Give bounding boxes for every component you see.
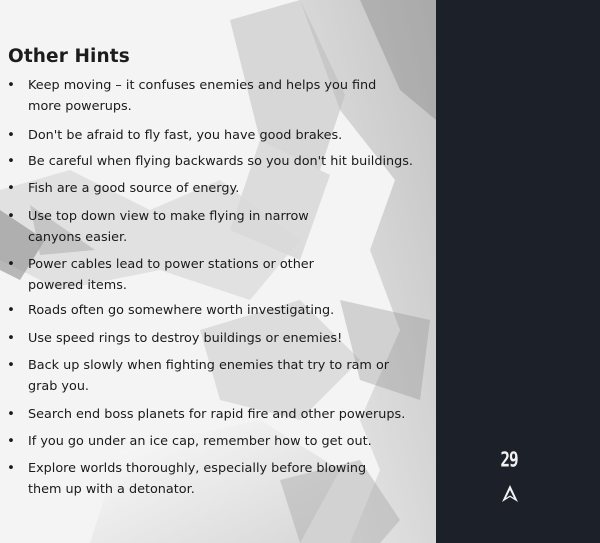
hint-line: Search end boss planets for rapid fire and other powerups. — [28, 407, 406, 422]
hint-text — [28, 458, 423, 500]
hint-line: Keep moving – it confuses enemies and helps you find — [28, 78, 377, 93]
hint-text — [28, 300, 423, 321]
bullet-glyph: • — [7, 406, 15, 422]
hint-line: more powerups. — [28, 99, 132, 114]
hint-text — [28, 431, 423, 452]
hint-line: Fish are a good source of energy. — [28, 181, 240, 196]
page-number: 29 — [500, 447, 518, 472]
hint-text — [28, 355, 423, 397]
hint-line: If you go under an ice cap, remember how to get out. — [28, 434, 372, 449]
bullet-glyph: • — [7, 153, 15, 169]
hint-text — [28, 151, 423, 172]
hint-line: Back up slowly when fighting enemies that try to ram or — [28, 358, 390, 373]
bullet-glyph: • — [7, 127, 15, 143]
hint-line: Don't be afraid to fly fast, you have good brakes. — [28, 128, 343, 143]
bullet-glyph: • — [7, 433, 15, 449]
hint-line: them up with a detonator. — [28, 482, 195, 497]
hint-line: grab you. — [28, 379, 89, 394]
bullet-glyph: • — [7, 208, 15, 224]
hint-text — [28, 206, 423, 248]
bullet-glyph: • — [7, 302, 15, 318]
section-heading: Other Hints — [8, 46, 130, 67]
bullet-glyph: • — [7, 77, 15, 93]
hint-text — [28, 404, 423, 425]
ship-arrow-icon — [500, 484, 520, 504]
hint-line: powered items. — [28, 278, 127, 293]
hint-line: Explore worlds thoroughly, especially before blowing — [28, 461, 367, 476]
hint-line: Use speed rings to destroy buildings or enemies! — [28, 331, 343, 346]
hint-line: Power cables lead to power stations or other — [28, 257, 314, 272]
bullet-glyph: • — [7, 256, 15, 272]
hint-text — [28, 75, 423, 117]
bullet-glyph: • — [7, 330, 15, 346]
hint-text — [28, 178, 423, 199]
hint-text — [28, 328, 423, 349]
hint-line: Use top down view to make flying in narrow — [28, 209, 309, 224]
hint-line: Be careful when flying backwards so you don't hit buildings. — [28, 154, 413, 169]
hint-line: Roads often go somewhere worth investigating. — [28, 303, 335, 318]
hint-text — [28, 125, 423, 146]
hint-text — [28, 254, 423, 296]
bullet-glyph: • — [7, 357, 15, 373]
bullet-glyph: • — [7, 180, 15, 196]
hint-line: canyons easier. — [28, 230, 128, 245]
bullet-glyph: • — [7, 460, 15, 476]
